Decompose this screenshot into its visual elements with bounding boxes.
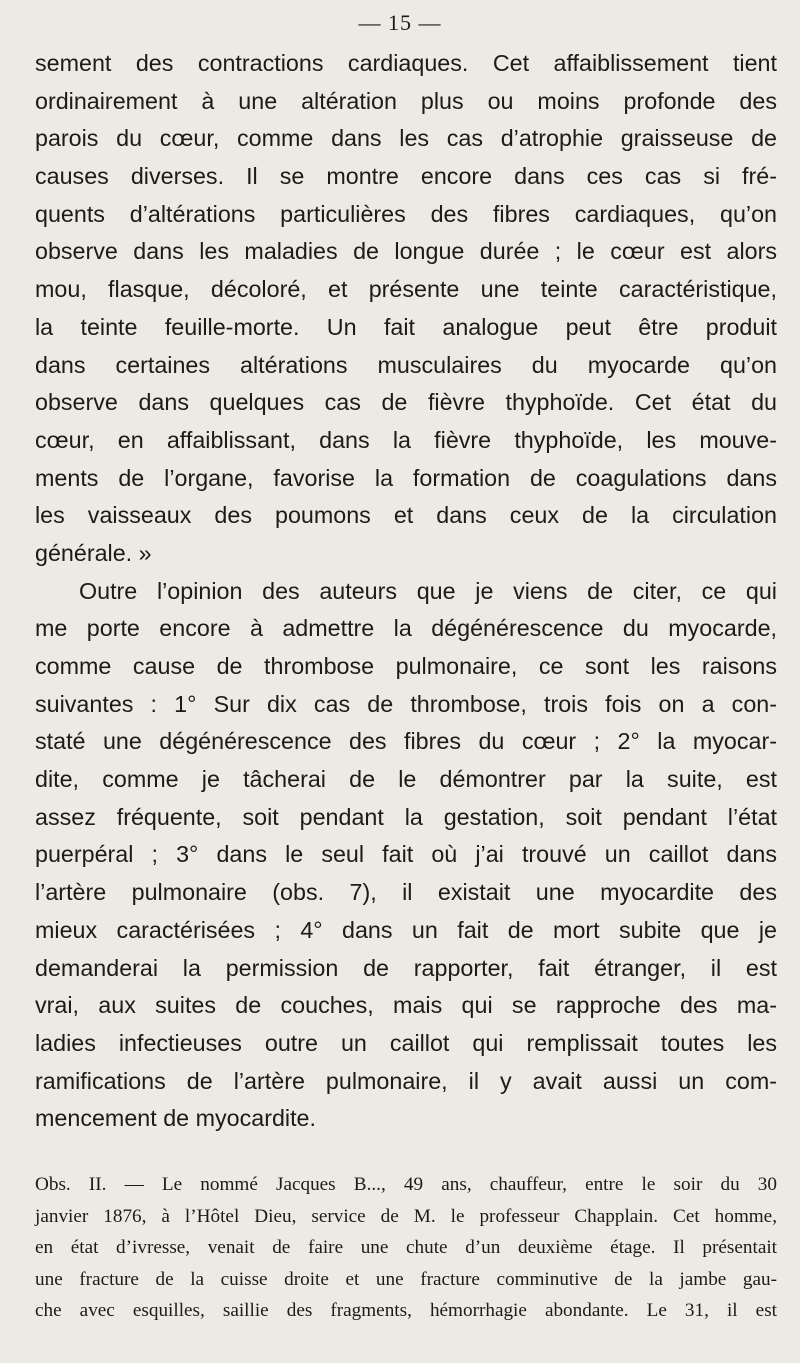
text-line: demanderai la permission de rapporter, fait étranger, il est <box>35 954 777 981</box>
page-number-header: — 15 — <box>358 10 442 35</box>
text-line: dite, comme je tâcherai de le démontrer par la suite, est <box>35 766 777 793</box>
text-line: parois du cœur, comme dans les cas d’atrophie graisseuse de <box>35 125 777 152</box>
text-line: comme cause de thrombose pulmonaire, ce sont les raisons <box>35 653 777 679</box>
text-line: ments de l’organe, favorise la formation de coagulations dans <box>35 464 777 491</box>
text-line: mieux caractérisées ; 4° dans un fait de mort subite que je <box>35 916 777 943</box>
text-line: observe dans quelques cas de fièvre thyphoïde. Cet état du <box>35 389 777 416</box>
observation-line: une fracture de la cuisse droite et une fracture comminutive de la jambe gau- <box>35 1268 777 1290</box>
text-line: ladies infectieuses outre un caillot qui remplissait toutes les <box>35 1029 777 1056</box>
text-line: ramifications de l’artère pulmonaire, il y avait aussi un com- <box>35 1067 777 1094</box>
main-text-block <box>35 45 777 1138</box>
observation-line: che avec esquilles, saillie des fragments, hémorrhagie abondante. Le 31, il est <box>35 1300 777 1321</box>
text-line: causes diverses. Il se montre encore dans ces cas si fré- <box>35 163 777 190</box>
text-line: me porte encore à admettre la dégénérescence du myocarde, <box>35 615 777 642</box>
text-line: mou, flasque, décoloré, et présente une teinte caractéristique, <box>35 276 777 303</box>
text-line: la teinte feuille-morte. Un fait analogue peut être produit <box>35 313 777 340</box>
text-line: les vaisseaux des poumons et dans ceux de la circulation <box>35 502 777 529</box>
text-line: mencement de myocardite. <box>35 1105 316 1132</box>
observation-line: janvier 1876, à l’Hôtel Dieu, service de M. le professeur Chapplain. Cet homme, <box>35 1205 777 1227</box>
text-line: cœur, en affaiblissant, dans la fièvre thyphoïde, les mouve- <box>35 426 777 453</box>
text-line: l’artère pulmonaire (obs. 7), il existait une myocardite des <box>35 879 777 906</box>
observation-line: Obs. II. — Le nommé Jacques B..., 49 ans, chauffeur, entre le soir du 30 <box>35 1174 777 1195</box>
observation-block <box>35 1169 777 1327</box>
text-line: sement des contractions cardiaques. Cet affaiblissement tient <box>35 50 777 76</box>
text-line: assez fréquente, soit pendant la gestation, soit pendant l’état <box>35 803 777 830</box>
text-line: quents d’altérations particulières des fibres cardiaques, qu’on <box>35 200 777 227</box>
text-line: puerpéral ; 3° dans le seul fait où j’ai trouvé un caillot dans <box>35 841 777 868</box>
text-line: vrai, aux suites de couches, mais qui se rapproche des ma- <box>35 992 777 1019</box>
text-line: dans certaines altérations musculaires du myocarde qu’on <box>35 351 777 378</box>
text-line: observe dans les maladies de longue durée ; le cœur est alors <box>35 238 777 265</box>
text-line: ordinairement à une altération plus ou moins profonde des <box>35 87 777 114</box>
text-line: générale. » <box>35 539 152 566</box>
observation-line: en état d’ivresse, venait de faire une chute d’un deuxième étage. Il présentait <box>35 1237 777 1258</box>
text-line: suivantes : 1° Sur dix cas de thrombose, trois fois on a con- <box>35 690 777 717</box>
text-line: staté une dégénérescence des fibres du cœur ; 2° la myocar- <box>35 728 777 755</box>
paragraph-start-line: Outre l’opinion des auteurs que je viens de citer, ce qui <box>79 577 777 604</box>
